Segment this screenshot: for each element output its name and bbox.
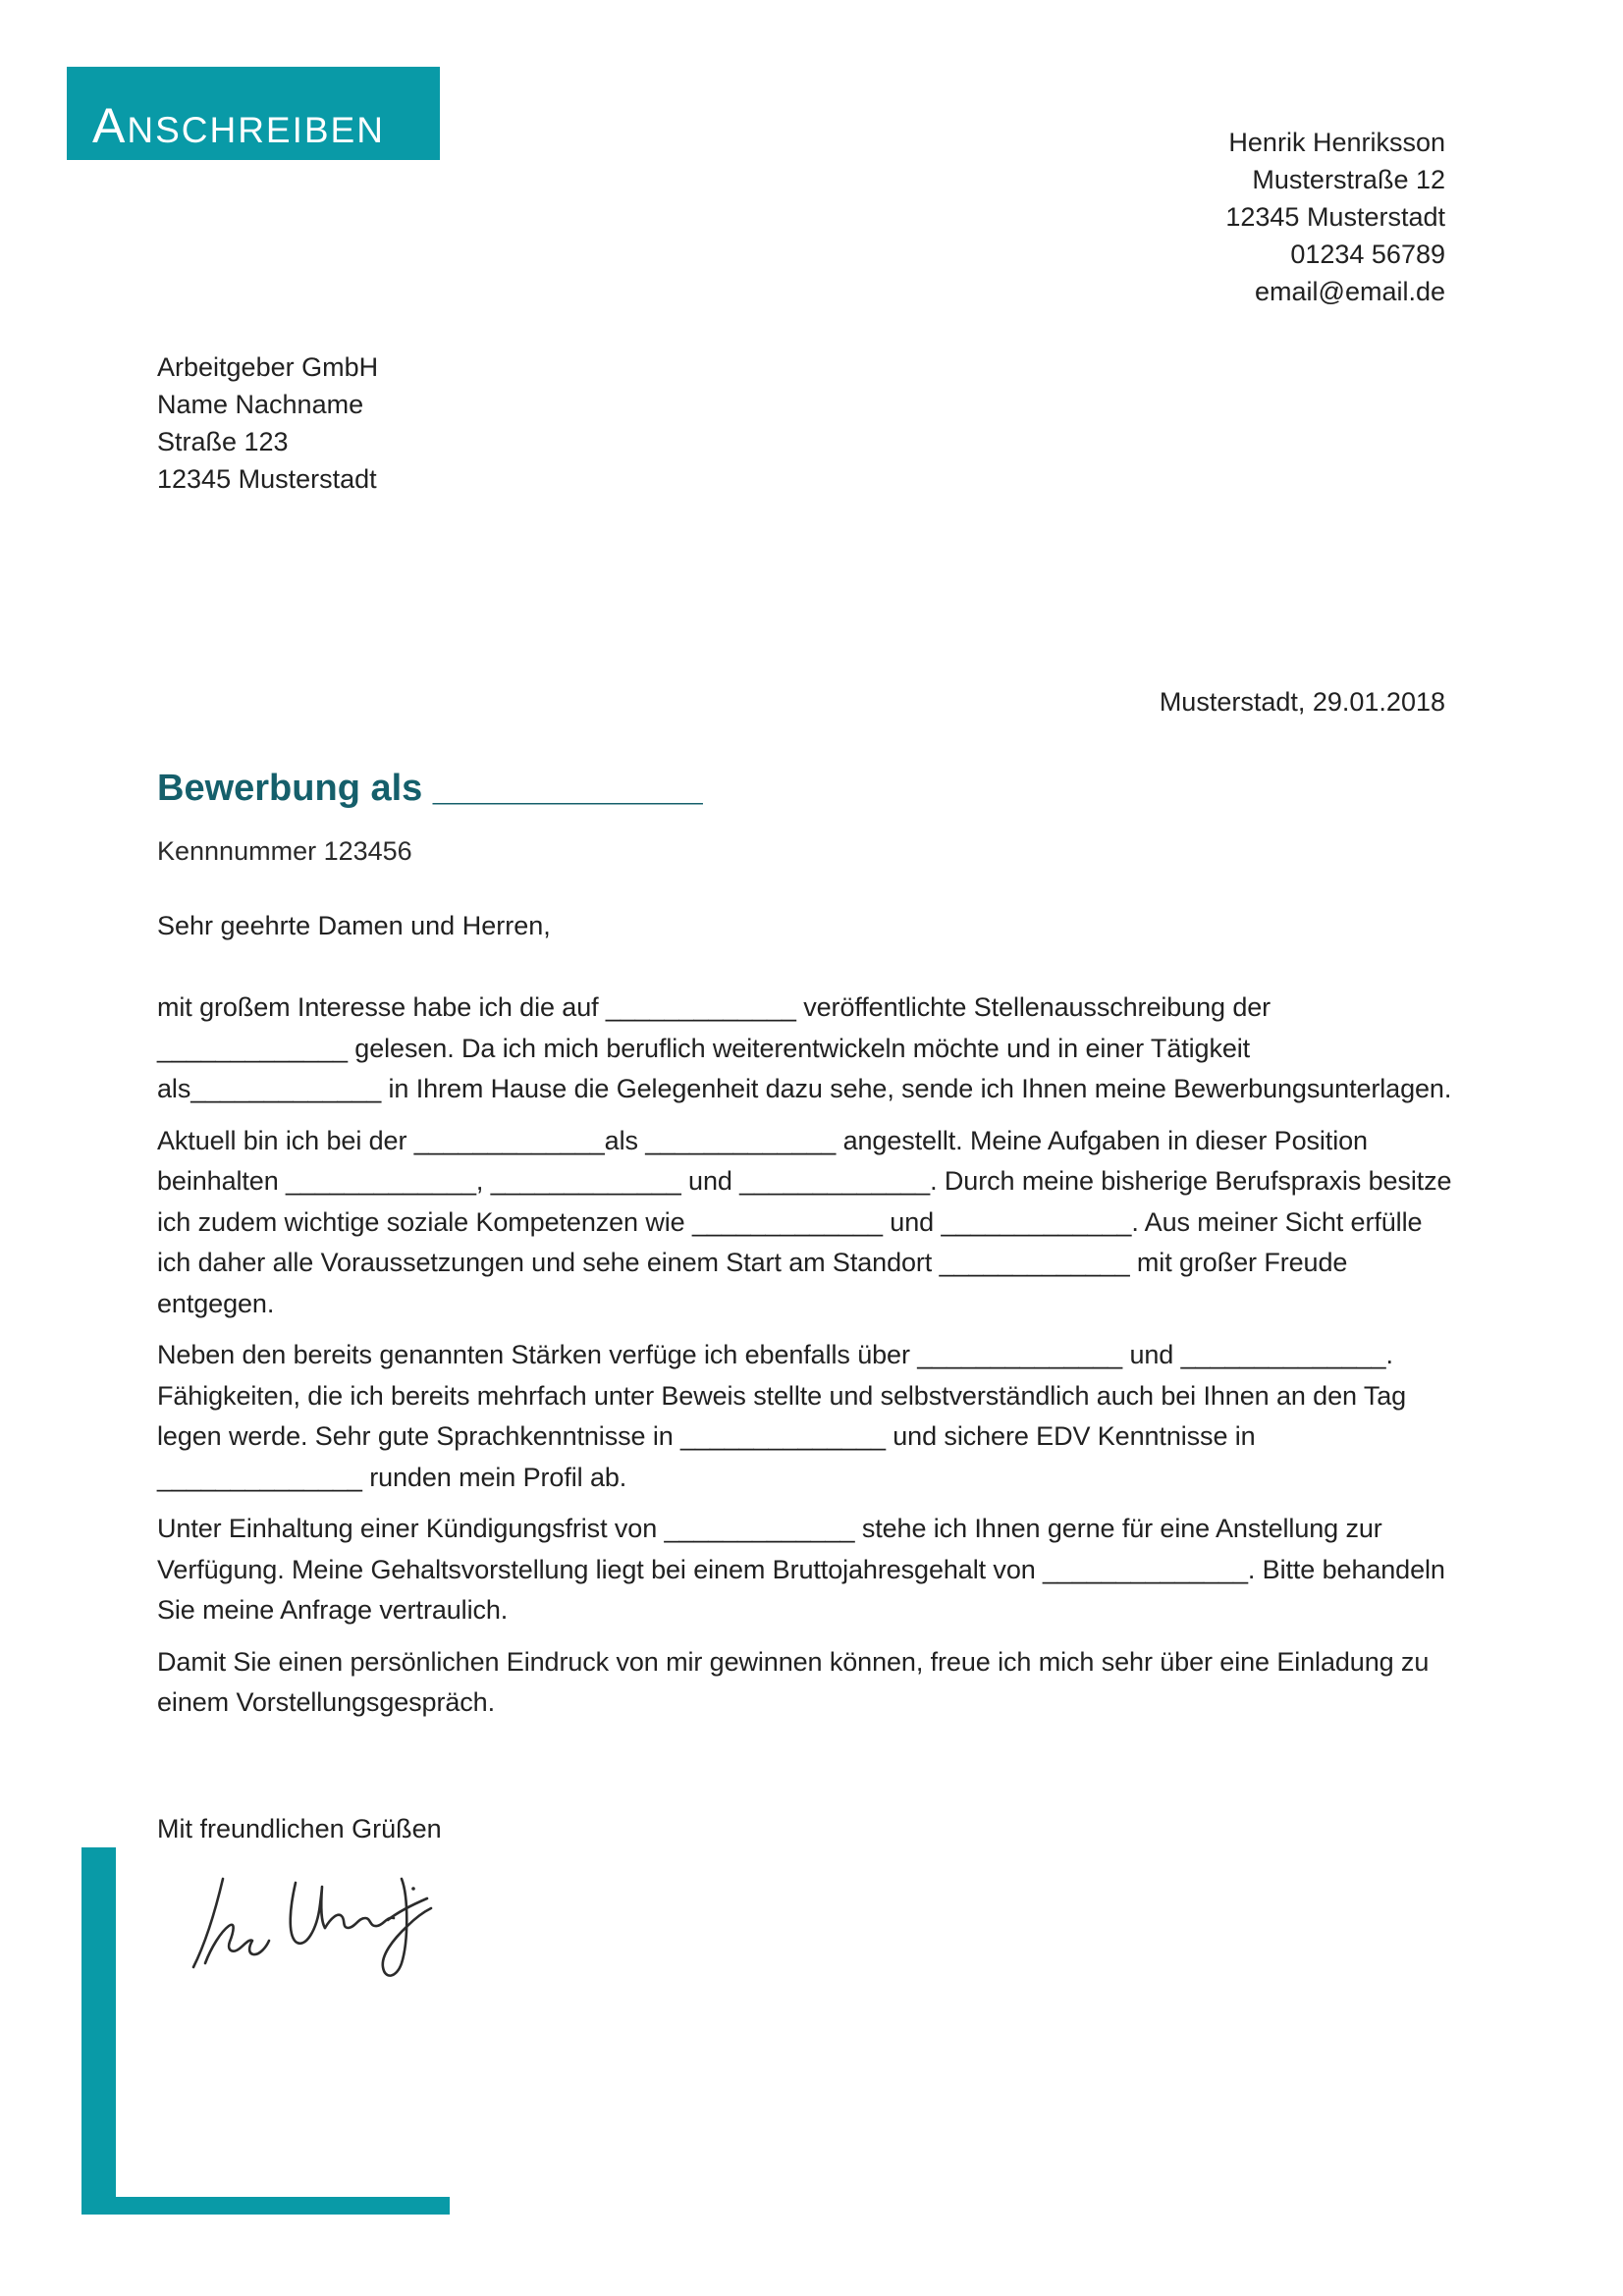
- subject-title: Bewerbung als _____________: [157, 768, 703, 809]
- banner-title: ANSCHREIBEN: [92, 98, 385, 153]
- accent-bar-vertical: [81, 1847, 116, 2215]
- reference-number: Kennnummer 123456: [157, 836, 412, 866]
- paragraph-invitation: Damit Sie einen persönlichen Eindruck von mir gewinnen können, freue ich mich sehr über eine Einladung zu einem Vorstellungsgespräch.: [157, 1646, 1430, 1717]
- signature-stroke: [291, 1883, 325, 1944]
- closing-phrase: Mit freundlichen Grüßen: [157, 1814, 442, 1843]
- sender-street: Musterstraße 12: [1252, 165, 1445, 194]
- signature-stroke: [205, 1925, 269, 1963]
- accent-bar-horizontal: [81, 2197, 450, 2215]
- letter-body: [157, 988, 1453, 1735]
- signature-image: [180, 1863, 474, 1991]
- recipient-address-block: [157, 348, 378, 498]
- recipient-name: Name Nachname: [157, 390, 364, 419]
- recipient-city: 12345 Musterstadt: [157, 464, 377, 494]
- recipient-street: Straße 123: [157, 427, 289, 456]
- recipient-company: Arbeitgeber GmbH: [157, 352, 379, 382]
- sender-phone: 01234 56789: [1290, 240, 1445, 269]
- sender-address-block: [1225, 124, 1445, 310]
- paragraph-current-position: Aktuell bin ich bei der _____________als _____________ angestellt. Meine Aufgaben in dieser Position beinhalten _____________, _____________ und _____________. Durch meine bisherige Berufspraxis besitze ich zudem wichtige soziale Kompetenzen wie _____________ und _____________. Aus meiner Sicht erfülle ich daher alle Voraussetzungen und sehe einem Start am Standort _____________ mit großer Freude entgegen.: [157, 1125, 1452, 1318]
- salutation: Sehr geehrte Damen und Herren,: [157, 911, 551, 940]
- sender-city: 12345 Musterstadt: [1225, 202, 1445, 232]
- paragraph-intro: mit großem Interesse habe ich die auf _____________ veröffentlichte Stellenausschreibung der _____________ gelesen. Da ich mich beruflich weiterentwickeln möchte und in einer Tätigkeit als_____________ in Ihrem Hause die Gelegenheit dazu sehe, sende ich Ihnen meine Bewerbungsunterlagen.: [157, 992, 1452, 1103]
- signature-stroke: [383, 1879, 431, 1976]
- sender-email: email@email.de: [1255, 277, 1445, 306]
- document-type-banner: [67, 67, 440, 160]
- paragraph-notice-salary: Unter Einhaltung einer Kündigungsfrist von _____________ stehe ich Ihnen gerne für eine Anstellung zur Verfügung. Meine Gehaltsvorstellung liegt bei einem Bruttojahresgehalt von ______________. Bitte behandeln Sie meine Anfrage vertraulich.: [157, 1514, 1445, 1625]
- signature-i-dot: [411, 1887, 415, 1891]
- signature-stroke: [325, 1915, 394, 1928]
- paragraph-strengths: Neben den bereits genannten Stärken verfüge ich ebenfalls über ______________ und ______________. Fähigkeiten, die ich bereits mehrfach unter Beweis stellte und selbstverständlich auch bei Ihnen an den Tag legen werde. Sehr gute Sprachkenntnisse in ______________ und sichere EDV Kenntnisse in ______________ runden mein Profil ab.: [157, 1340, 1407, 1492]
- date-line: Musterstadt, 29.01.2018: [1159, 687, 1445, 717]
- sender-name: Henrik Henriksson: [1228, 128, 1445, 157]
